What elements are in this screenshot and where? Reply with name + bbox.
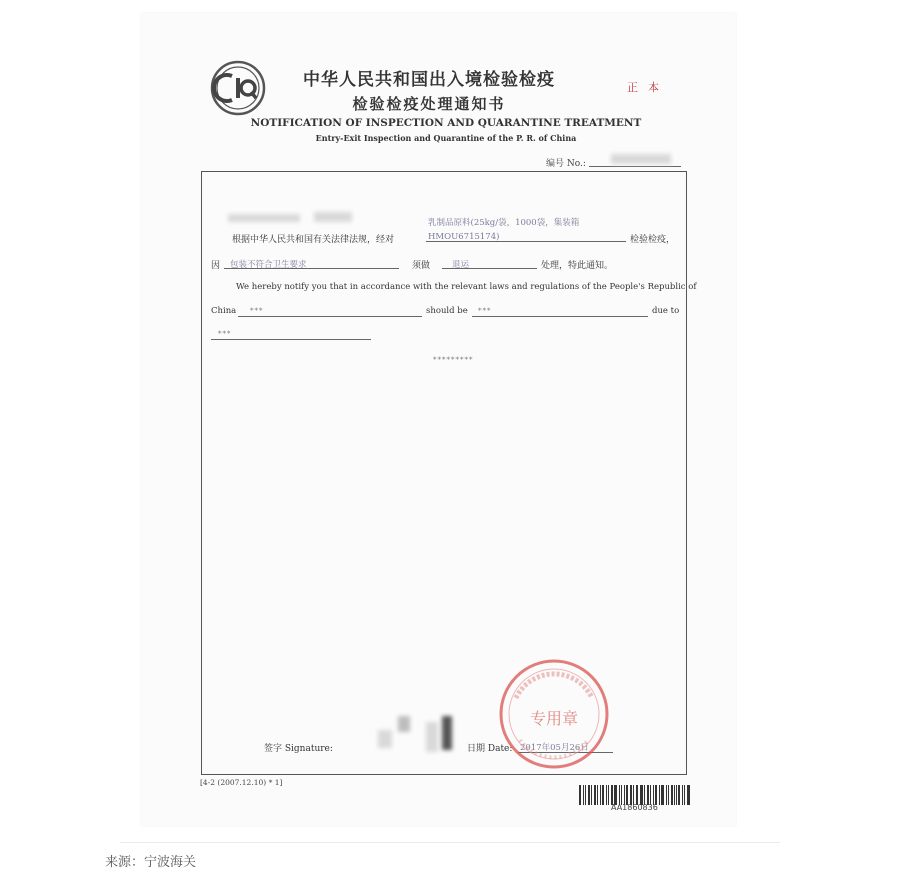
form-code: [4-2 (2007.12.10) * 1]: [200, 778, 283, 787]
signature-label: 签字 Signature:: [264, 744, 333, 754]
redacted-signature: [398, 716, 410, 732]
barcode-bar: [585, 785, 586, 805]
barcode-bar: [650, 785, 651, 805]
barcode-bar: [678, 785, 680, 805]
body-line2-middle: 须做: [412, 261, 431, 271]
barcode-bar: [676, 785, 677, 805]
english-china: China: [211, 306, 237, 316]
barcode-bar: [608, 785, 609, 805]
redacted-signature: [426, 722, 438, 752]
body-line2-prefix: 因: [211, 261, 221, 271]
barcode-bar: [621, 785, 622, 805]
barcode-bar: [600, 785, 601, 805]
body-line1-prefix: 根据中华人民共和国有关法律法规，经对: [232, 235, 395, 245]
barcode-bar: [597, 785, 598, 805]
barcode-bar: [687, 785, 690, 805]
barcode-bar: [626, 785, 628, 805]
barcode-bar: [637, 785, 638, 805]
goods-fill-top: 乳制品原料(25kg/袋，1000袋，集装箱: [428, 218, 580, 228]
date-label: 日期 Date:: [467, 744, 513, 754]
barcode-bar: [611, 785, 613, 805]
barcode-bar: [588, 785, 590, 805]
barcode-bar: [606, 785, 607, 805]
redacted-signature: [442, 716, 452, 750]
redacted-recipient: [314, 212, 352, 222]
barcode-bar: [636, 785, 637, 805]
barcode-bar: [633, 785, 634, 805]
barcode-bar: [653, 785, 654, 805]
scanned-document: [141, 13, 736, 826]
english-due-to: due to: [652, 306, 680, 316]
treatment-fill: 退运: [452, 260, 470, 270]
date-value: 2017年05月26日: [520, 743, 589, 753]
barcode-bar: [619, 785, 620, 805]
original-copy-mark: 正本: [627, 81, 669, 94]
barcode-bar: [682, 785, 683, 805]
serial-label: 编号 No.:: [546, 159, 586, 169]
barcode-bar: [640, 785, 643, 805]
barcode: [579, 785, 691, 805]
barcode-bar: [644, 785, 645, 805]
barcode-bar: [647, 785, 649, 805]
title-cn-line2: 检验检疫处理通知书: [352, 95, 506, 113]
barcode-bar: [630, 785, 632, 805]
barcode-bar: [684, 785, 685, 805]
barcode-bar: [591, 785, 592, 805]
official-seal-stamp: [498, 658, 610, 770]
barcode-bar: [661, 785, 664, 805]
source-caption: 来源：宁波海关: [105, 855, 197, 870]
title-cn-line1: 中华人民共和国出入境检验检疫: [303, 70, 555, 90]
serial-underline: [589, 166, 681, 167]
english-should-be: should be: [426, 306, 468, 316]
barcode-bar: [668, 785, 669, 805]
title-en-line1: NOTIFICATION OF INSPECTION AND QUARANTINE TREATMENT: [250, 117, 642, 129]
barcode-bar: [671, 785, 673, 805]
barcode-bar: [594, 785, 597, 805]
barcode-bar: [602, 785, 604, 805]
barcode-number: AA1860836: [611, 803, 658, 812]
english-placeholder1: ***: [250, 307, 264, 315]
goods-fill-bottom: HMOU6715174): [428, 232, 500, 242]
barcode-bar: [624, 785, 625, 805]
body-line1-suffix: 检验检疫，: [630, 235, 676, 245]
barcode-bar: [583, 785, 584, 805]
ciq-logo-icon: [210, 60, 266, 116]
redacted-signature: [378, 730, 392, 748]
barcode-bar: [655, 785, 657, 805]
english-blank1-underline: [238, 316, 422, 317]
redacted-recipient: [228, 214, 300, 222]
barcode-bar: [674, 785, 675, 805]
english-blank2-underline: [472, 316, 648, 317]
english-placeholder3: ***: [218, 330, 232, 338]
barcode-bar: [579, 785, 581, 805]
caption-divider: [120, 842, 780, 843]
body-line2-suffix: 处理，特此通知。: [541, 261, 614, 271]
english-line1: We hereby notify you that in accordance with the relevant laws and regulations of the People's Republic of: [236, 282, 697, 292]
stamp-text: 专用章: [529, 709, 579, 728]
english-placeholder2: ***: [478, 307, 492, 315]
english-blank3-underline: [211, 339, 371, 340]
notice-frame: [201, 171, 697, 775]
redacted-serial: [611, 154, 671, 164]
barcode-bar: [659, 785, 660, 805]
barcode-bar: [666, 785, 667, 805]
reason-fill: 包装不符合卫生要求: [230, 260, 307, 270]
title-en-line2: Entry-Exit Inspection and Quarantine of the P. R. of China: [315, 133, 577, 143]
barcode-bar: [614, 785, 617, 805]
end-of-text-stars: *********: [433, 356, 474, 364]
